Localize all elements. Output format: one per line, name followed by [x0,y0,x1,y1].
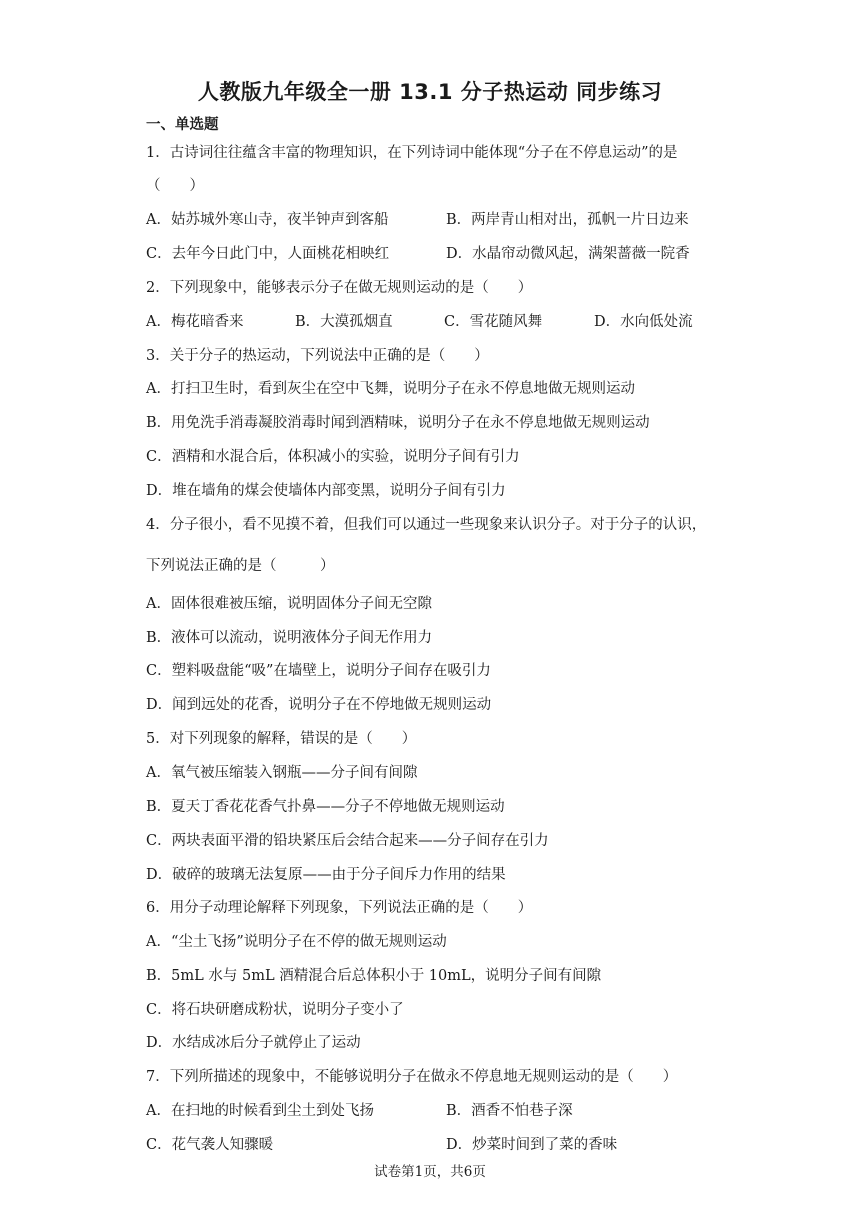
question-3-option-c: C．酒精和水混合后，体积减小的实验，说明分子间有引力 [146,449,520,465]
question-1-option-b: B．两岸青山相对出，孤帆一片日边来 [446,212,689,228]
question-6-stem: 6．用分子动理论解释下列现象，下列说法正确的是（ ） [146,900,533,916]
question-2-stem: 2．下列现象中，能够表示分子在做无规则运动的是（ ） [146,280,533,296]
question-4-stem-line-2: 下列说法正确的是（ ） [146,558,335,574]
question-3-stem: 3．关于分子的热运动，下列说法中正确的是（ ） [146,348,489,364]
question-3-option-b: B．用免洗手消毒凝胶消毒时闻到酒精味，说明分子在永不停息地做无规则运动 [146,415,650,431]
question-1-option-d: D．水晶帘动微风起，满架蔷薇一院香 [446,246,690,262]
question-3-option-d: D．堆在墙角的煤会使墙体内部变黑，说明分子间有引力 [146,483,506,499]
question-2-option-a: A．梅花暗香来 [146,314,244,330]
question-5-stem: 5．对下列现象的解释，错误的是（ ） [146,731,417,747]
question-5-option-a: A．氧气被压缩装入钢瓶——分子间有间隙 [146,765,418,781]
question-4-option-c: C．塑料吸盘能“吸”在墙壁上，说明分子间存在吸引力 [146,663,491,679]
page-title: 人教版九年级全一册 13.1 分子热运动 同步练习 [197,80,663,104]
question-4-option-d: D．闻到远处的花香，说明分子在不停地做无规则运动 [146,697,492,713]
question-5-option-c: C．两块表面平滑的铅块紧压后会结合起来——分子间存在引力 [146,833,549,849]
question-6-option-a: A．“尘土飞扬”说明分子在不停的做无规则运动 [146,934,447,950]
question-2-option-b: B．大漠孤烟直 [295,314,393,330]
question-2-option-d: D．水向低处流 [594,314,693,330]
question-7-option-a: A．在扫地的时候看到尘土到处飞扬 [146,1103,374,1119]
question-6-option-d: D．水结成冰后分子就停止了运动 [146,1035,361,1051]
question-1-option-c: C．去年今日此门中，人面桃花相映红 [146,246,390,262]
question-1-stem-line-2: （ ） [146,178,204,194]
section-heading: 一、单选题 [146,117,219,133]
question-4-stem-line-1: 4．分子很小，看不见摸不着，但我们可以通过一些现象来认识分子。对于分子的认识， [146,517,707,533]
question-1-option-a: A．姑苏城外寒山寺，夜半钟声到客船 [146,212,389,228]
page-footer: 试卷第1页，共6页 [374,1164,486,1180]
question-4-option-b: B．液体可以流动，说明液体分子间无作用力 [146,630,433,646]
question-6-option-c: C．将石块研磨成粉状，说明分子变小了 [146,1002,404,1018]
question-7-option-d: D．炒菜时间到了菜的香味 [446,1137,618,1153]
question-5-option-d: D．破碎的玻璃无法复原——由于分子间斥力作用的结果 [146,867,506,883]
question-7-stem: 7．下列所描述的现象中，不能够说明分子在做永不停息地无规则运动的是（ ） [146,1069,678,1085]
question-7-option-b: B．酒香不怕巷子深 [446,1103,573,1119]
question-1-stem-line-1: 1．古诗词往往蕴含丰富的物理知识，在下列诗词中能体现“分子在不停息运动”的是 [146,145,678,161]
question-4-option-a: A．固体很难被压缩，说明固体分子间无空隙 [146,596,432,612]
question-2-option-c: C．雪花随风舞 [444,314,543,330]
question-7-option-c: C．花气袭人知骤暖 [146,1137,274,1153]
question-5-option-b: B．夏天丁香花花香气扑鼻——分子不停地做无规则运动 [146,799,505,815]
question-6-option-b: B．5mL 水与 5mL 酒精混合后总体积小于 10mL，说明分子间有间隙 [146,968,602,984]
question-3-option-a: A．打扫卫生时，看到灰尘在空中飞舞，说明分子在永不停息地做无规则运动 [146,381,635,397]
